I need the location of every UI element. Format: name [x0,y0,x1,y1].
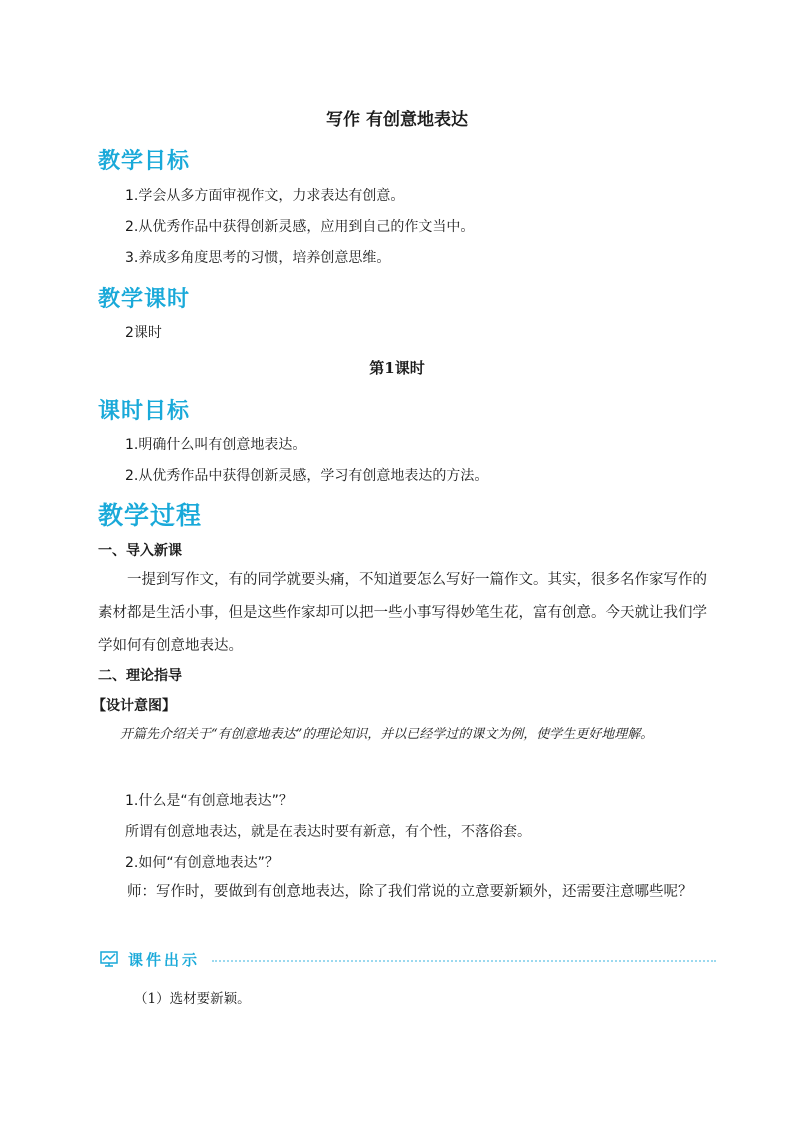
goal-item-2: 2.从优秀作品中获得创新灵感，应用到自己的作文当中。 [125,219,475,235]
lesson-number-heading: 第1课时 [369,359,425,377]
question-2: 2.如何“有创意地表达”？ [125,855,279,871]
section-heading-teaching-process: 教学过程 [98,501,203,530]
section-heading-lesson-goals: 课时目标 [98,399,191,424]
intro-paragraph-text: 一提到写作文，有的同学就要头痛，不知道要怎么写好一篇作文。其实，很多名作家写作的素材都是生活小事，但是这些作家却可以把一些小事写得妙笔生花，富有创意。今天就让我们学学如何有创意地表达。 [98,572,707,654]
courseware-item-1: （1）选材要新颖。 [134,991,251,1007]
design-intent-text [98,718,718,751]
goal-item-3: 3.养成多角度思考的习惯，培养创意思维。 [125,250,391,266]
part-heading-theory: 二、理论指导 [98,668,182,684]
design-intent-label: 【设计意图】 [92,698,176,714]
part-heading-intro: 一、导入新课 [98,543,182,559]
courseware-label: 课件出示 [128,951,201,969]
courseware-banner [100,949,716,971]
document-title: 写作 有创意地表达 [326,110,468,130]
answer-1: 所谓有创意地表达，就是在表达时要有新意，有个性，不落俗套。 [125,824,531,840]
teaching-hours-value: 2课时 [125,325,162,341]
design-intent-text-body: 开篇先介绍关于“有创意地表达”的理论知识，并以已经学过的课文为例，使学生更好地理解。 [120,727,654,742]
dotted-divider [212,960,716,962]
presentation-chart-icon [100,951,118,967]
section-heading-teaching-goals: 教学目标 [98,149,191,174]
lesson-goal-item-1: 1.明确什么叫有创意地表达。 [125,437,307,453]
answer-2 [98,876,718,909]
section-heading-teaching-hours: 教学课时 [98,287,191,312]
question-1: 1.什么是“有创意地表达”？ [125,793,293,809]
goal-item-1: 1.学会从多方面审视作文，力求表达有创意。 [125,188,405,204]
lesson-goal-item-2: 2.从优秀作品中获得创新灵感，学习有创意地表达的方法。 [125,468,489,484]
answer-2-text: 师：写作时，要做到有创意地表达，除了我们常说的立意要新颖外，还需要注意哪些呢？ [127,884,693,900]
intro-paragraph [98,564,718,663]
